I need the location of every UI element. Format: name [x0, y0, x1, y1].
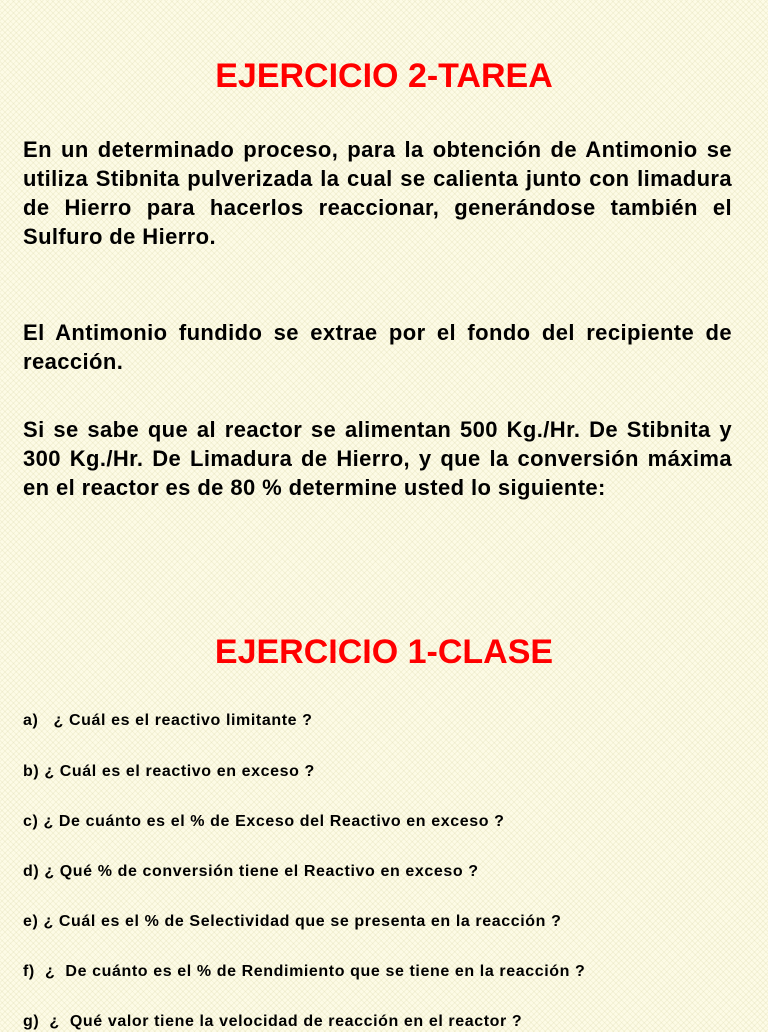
title-clase: EJERCICIO 1-CLASE: [214, 633, 554, 671]
question-g: g) ¿ Qué valor tiene la velocidad de reacción en el reactor ?: [23, 1013, 523, 1030]
question-b: b) ¿ Cuál es el reactivo en exceso ?: [23, 763, 315, 780]
problem-paragraph-3: Si se sabe que al reactor se alimentan 500 Kg./Hr. De Stibnita y 300 Kg./Hr. De Limadura de Hierro, y que la conversión máxima en el reactor es de 80 % determine usted lo siguiente:: [23, 417, 732, 500]
title-tarea: EJERCICIO 2-TAREA: [215, 57, 553, 95]
problem-paragraph-2: El Antimonio fundido se extrae por el fondo del recipiente de reacción.: [23, 320, 732, 374]
question-d: d) ¿ Qué % de conversión tiene el Reactivo en exceso ?: [23, 863, 479, 880]
question-a: a) ¿ Cuál es el reactivo limitante ?: [23, 712, 313, 729]
question-f: f) ¿ De cuánto es el % de Rendimiento que se tiene en la reacción ?: [23, 963, 586, 980]
problem-paragraph-1: En un determinado proceso, para la obtención de Antimonio se utiliza Stibnita pulverizada la cual se calienta junto con limadura de Hierro para hacerlos reaccionar, generándose también el Sulfuro de Hierro.: [23, 137, 732, 249]
question-e: e) ¿ Cuál es el % de Selectividad que se presenta en la reacción ?: [23, 913, 562, 930]
question-c: c) ¿ De cuánto es el % de Exceso del Reactivo en exceso ?: [23, 813, 505, 830]
